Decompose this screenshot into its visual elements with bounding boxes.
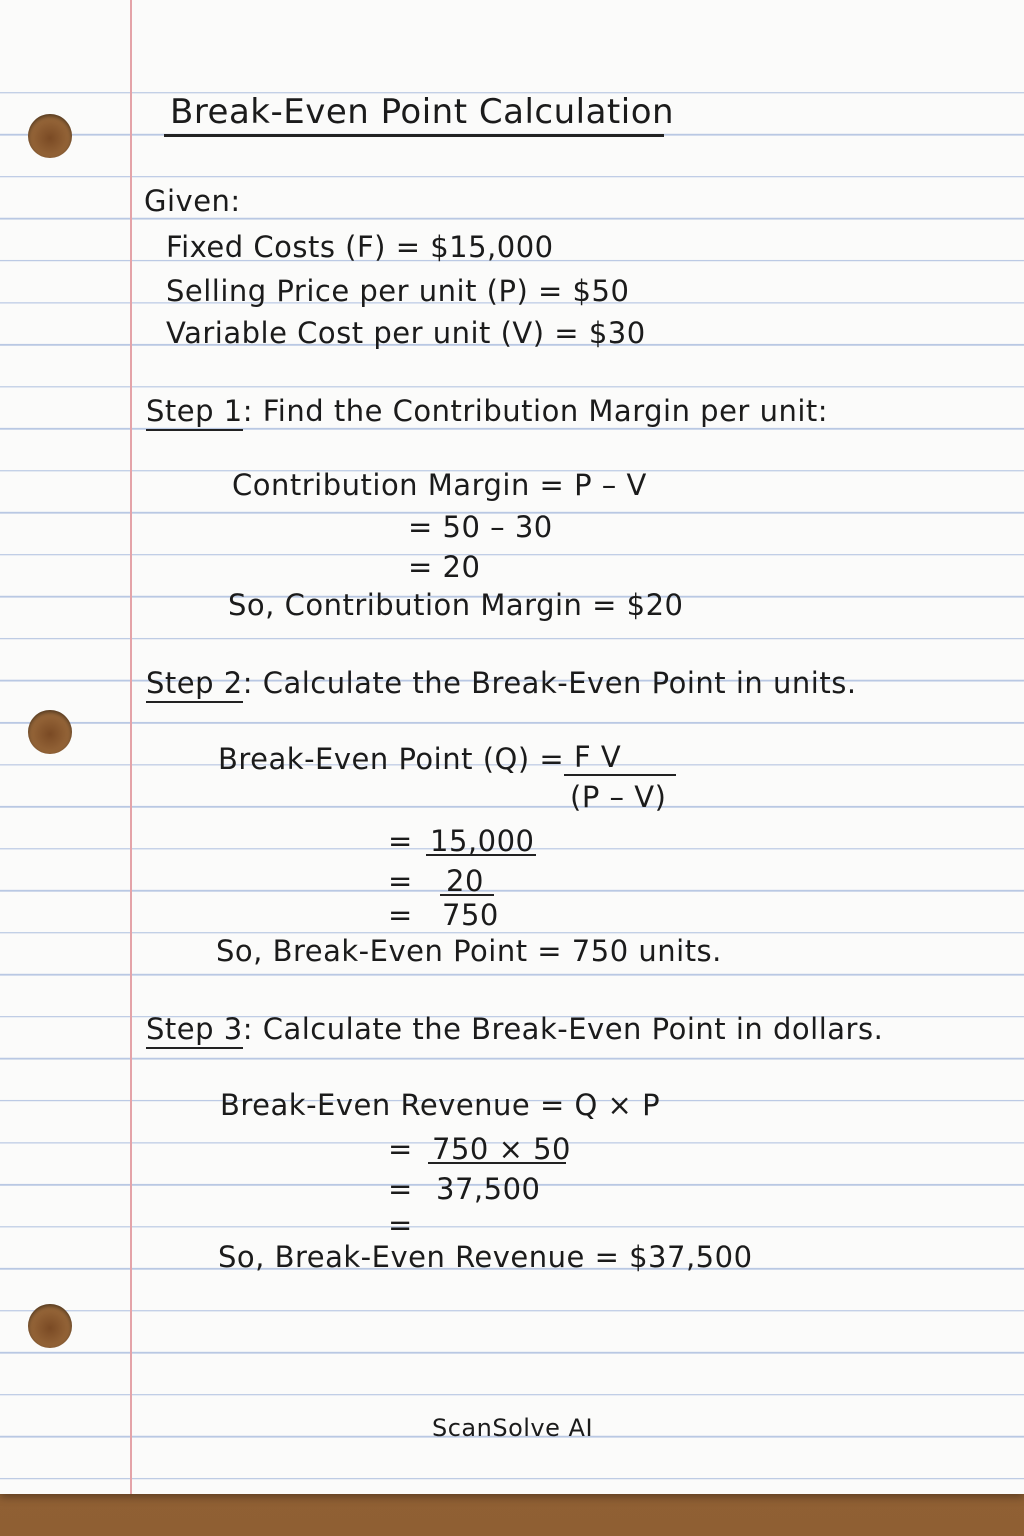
step2-formula-lhs: Break-Even Point (Q) = xyxy=(218,742,565,776)
binder-hole-top xyxy=(28,114,72,158)
given-variable-cost: Variable Cost per unit (V) = $30 xyxy=(166,316,646,350)
step2-formula-denominator: (P – V) xyxy=(570,780,667,814)
step3-equals-3: = xyxy=(388,1208,413,1242)
step3-product-bar xyxy=(428,1162,566,1164)
step3-equals-1: = xyxy=(388,1132,413,1166)
step1-line1: Contribution Margin = P – V xyxy=(232,468,647,502)
step2-heading-text: : Calculate the Break-Even Point in units. xyxy=(242,666,857,700)
step2-value-bar xyxy=(426,854,536,856)
step3-heading xyxy=(146,1012,883,1046)
step3-heading-text: : Calculate the Break-Even Point in dollars. xyxy=(242,1012,884,1046)
step2-numerator-value: 15,000 xyxy=(430,824,535,858)
given-fixed-costs: Fixed Costs (F) = $15,000 xyxy=(166,230,554,264)
step2-result: So, Break-Even Point = 750 units. xyxy=(216,934,722,968)
page-top-blank xyxy=(0,0,1024,60)
step1-heading xyxy=(146,394,828,428)
title-underline xyxy=(164,134,664,137)
step2-formula-numerator: F V xyxy=(574,740,622,774)
given-selling-price: Selling Price per unit (P) = $50 xyxy=(166,274,630,308)
step1-result: So, Contribution Margin = $20 xyxy=(228,588,684,622)
step2-answer-value: 750 xyxy=(442,898,499,932)
page-title: Break-Even Point Calculation xyxy=(170,92,675,132)
step1-line2: = 50 – 30 xyxy=(408,510,553,544)
step2-label: Step 2 xyxy=(146,666,243,703)
step3-product-value: 37,500 xyxy=(436,1172,541,1206)
binder-hole-middle xyxy=(28,710,72,754)
step3-line1: Break-Even Revenue = Q × P xyxy=(220,1088,661,1122)
margin-line xyxy=(130,0,132,1494)
step2-equals-3: = xyxy=(388,898,413,932)
step1-label: Step 1 xyxy=(146,394,243,431)
step3-product: 750 × 50 xyxy=(432,1132,571,1166)
step2-denominator-value: 20 xyxy=(446,864,484,898)
step1-heading-text: : Find the Contribution Margin per unit: xyxy=(242,394,829,428)
step2-equals-1: = xyxy=(388,824,413,858)
step1-line3: = 20 xyxy=(408,550,481,584)
step2-heading xyxy=(146,666,857,700)
step2-fraction-bar xyxy=(564,774,676,776)
step3-equals-2: = xyxy=(388,1172,413,1206)
step3-result: So, Break-Even Revenue = $37,500 xyxy=(218,1240,753,1274)
step2-denominator-bar xyxy=(440,894,494,896)
binder-hole-bottom xyxy=(28,1304,72,1348)
given-heading: Given: xyxy=(144,184,241,218)
step2-equals-2: = xyxy=(388,864,413,898)
footer-brand: ScanSolve AI xyxy=(432,1414,594,1442)
step3-label: Step 3 xyxy=(146,1012,243,1049)
